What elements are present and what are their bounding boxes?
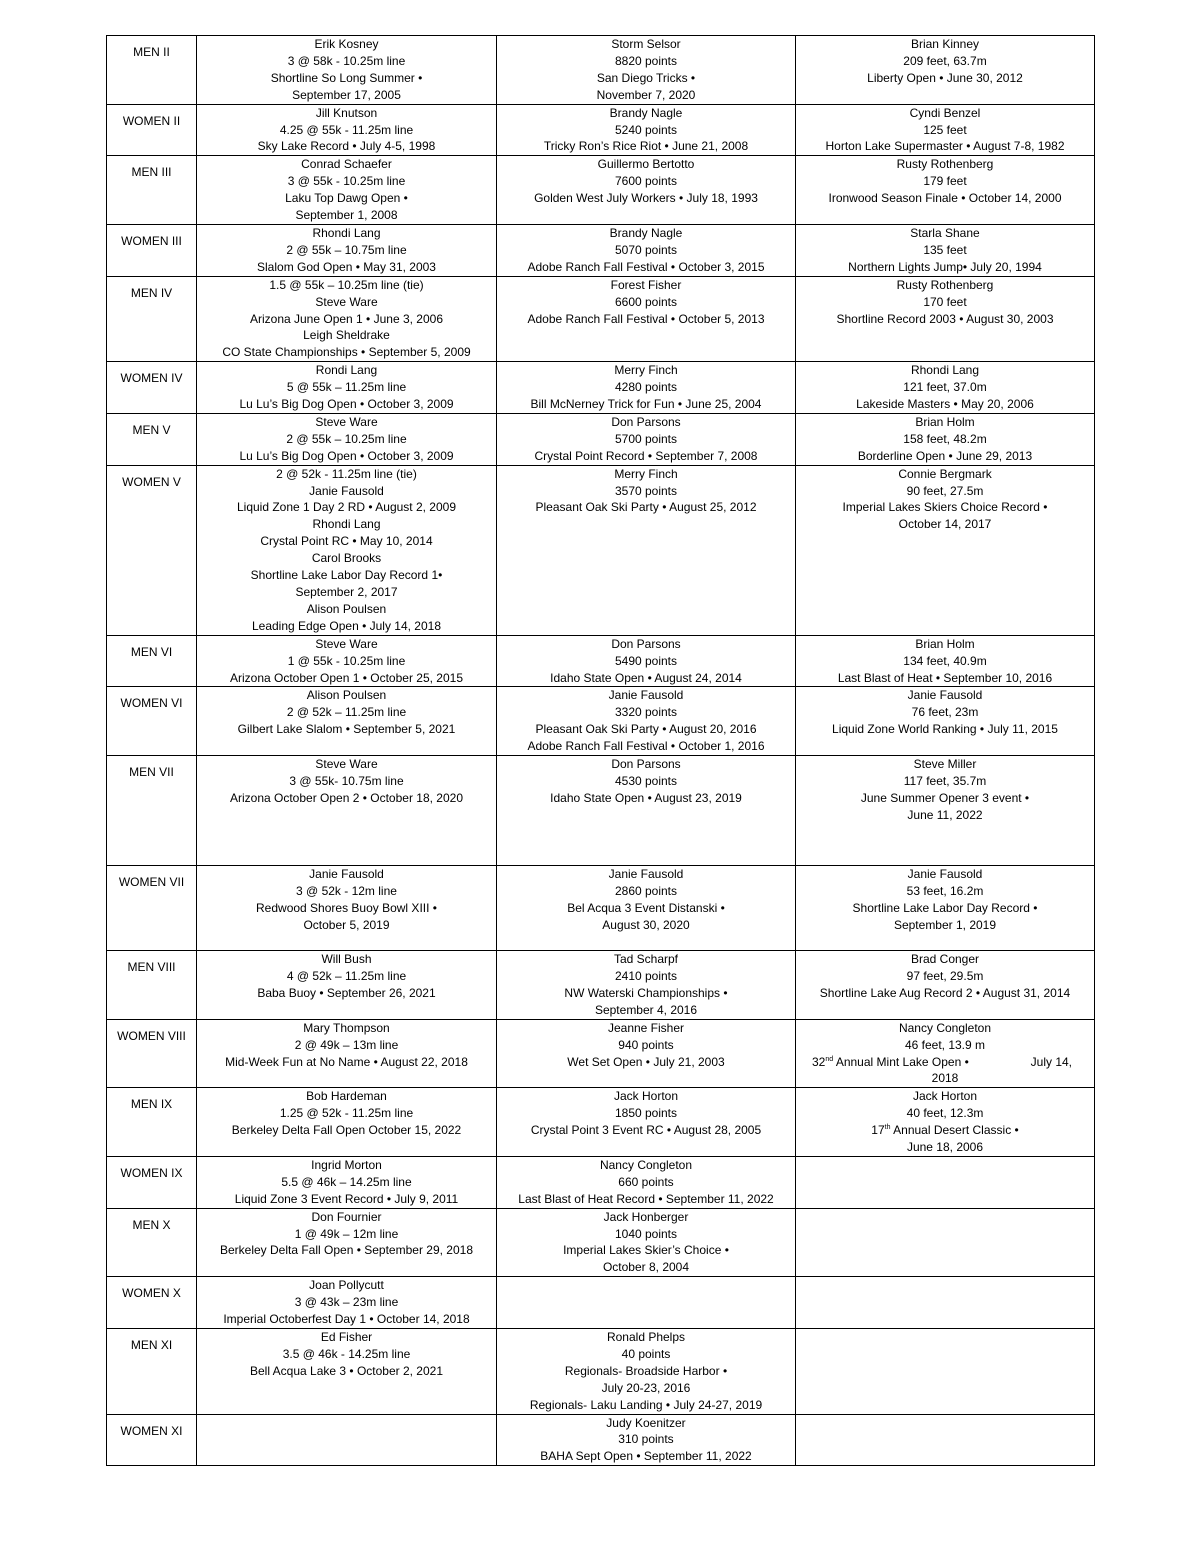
record-line: 97 feet, 29.5m [906, 968, 984, 983]
record-line: Ironwood Season Finale • October 14, 2000 [828, 191, 1062, 206]
record-line: 2 @ 49k – 13m line [294, 1037, 399, 1052]
record-line: June 11, 2022 [907, 807, 983, 822]
record-line: Imperial Lakes Skiers Choice Record • [842, 500, 1048, 515]
tricks-cell [497, 1088, 796, 1157]
record-line: 7600 points [614, 174, 678, 189]
table-row [107, 1277, 1095, 1329]
record-line: Judy Koenitzer [606, 1415, 686, 1430]
tricks-cell [497, 156, 796, 225]
record-line: Forest Fisher [610, 277, 682, 292]
table-row [107, 635, 1095, 687]
slalom-cell [197, 156, 497, 225]
record-line: Brandy Nagle [609, 105, 683, 120]
division-cell: WOMEN VII [107, 866, 197, 951]
record-line: 4 @ 52k – 11.25m line [286, 968, 407, 983]
record-line: Rusty Rothenberg [896, 277, 994, 292]
record-line: Last Blast of Heat Record • September 11, 2022 [518, 1191, 774, 1206]
tricks-cell [497, 1277, 796, 1329]
record-line: Idaho State Open • August 23, 2019 [550, 790, 742, 805]
record-line: Imperial Lakes Skier’s Choice • [563, 1243, 729, 1258]
tricks-cell [497, 36, 796, 105]
record-line: 5.5 @ 46k – 14.25m line [281, 1174, 412, 1189]
record-line: Jack Horton [613, 1089, 679, 1104]
jump-cell [796, 362, 1095, 414]
division-cell: WOMEN V [107, 465, 197, 635]
record-line: Starla Shane [910, 225, 980, 240]
jump-cell [796, 156, 1095, 225]
record-line: 4280 points [614, 380, 678, 395]
record-line: Merry Finch [614, 363, 678, 378]
slalom-cell [197, 1156, 497, 1208]
record-line: 2 @ 55k – 10.75m line [286, 242, 407, 257]
table-row [107, 1019, 1095, 1088]
division-cell: MEN X [107, 1208, 197, 1277]
record-line: 1.5 @ 55k – 10.25m line (tie) [269, 277, 424, 292]
record-line [796, 1054, 1094, 1071]
jump-cell [796, 1277, 1095, 1329]
record-line: 170 feet [923, 294, 967, 309]
jump-cell [796, 1019, 1095, 1088]
tricks-cell [497, 413, 796, 465]
record-line: Crystal Point Record • September 7, 2008 [534, 448, 758, 463]
record-line: 5 @ 55k – 11.25m line [286, 380, 407, 395]
record-line: 3 @ 52k - 12m line [296, 883, 397, 898]
record-line: 2 @ 52k - 11.25m line (tie) [276, 466, 417, 481]
record-line: Ronald Phelps [606, 1330, 686, 1344]
record-line: Liberty Open • June 30, 2012 [867, 70, 1023, 85]
record-line: Bob Hardeman [306, 1089, 387, 1104]
record-line: San Diego Tricks • [596, 70, 696, 85]
table-row [107, 951, 1095, 1020]
table-row [107, 1329, 1095, 1415]
record-line: September 1, 2019 [893, 917, 997, 932]
record-line: 121 feet, 37.0m [903, 380, 987, 395]
record-line: June 18, 2006 [906, 1140, 984, 1155]
record-line: Jill Knutson [315, 105, 378, 120]
record-line: Shortline Lake Labor Day Record 1• [250, 568, 443, 583]
record-line: Gilbert Lake Slalom • September 5, 2021 [237, 722, 456, 737]
record-line: 1 @ 49k – 12m line [294, 1226, 399, 1241]
jump-cell [796, 465, 1095, 635]
record-line: Crystal Point 3 Event RC • August 28, 2005 [530, 1123, 762, 1138]
record-line: Liquid Zone World Ranking • July 11, 2015 [832, 722, 1058, 737]
record-line: Janie Fausold [907, 688, 983, 703]
slalom-cell [197, 362, 497, 414]
tricks-cell [497, 1208, 796, 1277]
record-line: Liquid Zone 3 Event Record • July 9, 2011 [234, 1191, 459, 1206]
jump-cell [796, 951, 1095, 1020]
slalom-cell [197, 36, 497, 105]
tricks-cell [497, 224, 796, 276]
record-line: Adobe Ranch Fall Festival • October 3, 2015 [527, 259, 765, 274]
slalom-cell [197, 687, 497, 756]
record-line: October 8, 2004 [602, 1260, 690, 1275]
record-line: Brian Holm [915, 636, 975, 651]
record-line: 3320 points [614, 705, 678, 720]
jump-cell [796, 36, 1095, 105]
record-line: Steve Ware [315, 294, 378, 309]
record-line: Steve Ware [315, 414, 378, 429]
record-line: Rondi Lang [315, 363, 378, 378]
slalom-cell [197, 413, 497, 465]
division-cell: MEN XI [107, 1329, 197, 1415]
record-line: 2410 points [614, 968, 678, 983]
table-row [107, 36, 1095, 105]
record-line: Brandy Nagle [609, 225, 683, 240]
record-line: Arizona October Open 1 • October 25, 2015 [229, 670, 463, 685]
record-line: Guillermo Bertotto [597, 157, 695, 172]
slalom-cell [197, 635, 497, 687]
table-row [107, 1208, 1095, 1277]
slalom-cell [197, 1277, 497, 1329]
record-line: 158 feet, 48.2m [903, 431, 987, 446]
records-table [106, 35, 1095, 1466]
record-line: Berkeley Delta Fall Open October 15, 2022 [231, 1123, 462, 1138]
record-line: 1.25 @ 52k - 11.25m line [279, 1106, 414, 1121]
record-line: 310 points [618, 1432, 674, 1447]
table-row [107, 866, 1095, 951]
slalom-cell [197, 104, 497, 156]
record-line: Tricky Ron’s Rice Riot • June 21, 2008 [543, 139, 749, 154]
record-line: Arizona June Open 1 • June 3, 2006 [249, 311, 443, 326]
record-line: Imperial Octoberfest Day 1 • October 14, 2018 [223, 1312, 470, 1327]
slalom-cell [197, 224, 497, 276]
record-line: Shortline So Long Summer • [270, 70, 423, 85]
record-line: October 14, 2017 [898, 517, 992, 532]
record-line: 5490 points [614, 653, 678, 668]
tricks-cell [497, 866, 796, 951]
jump-cell [796, 276, 1095, 362]
record-line: Don Parsons [611, 636, 681, 651]
record-line: Rhondi Lang [312, 517, 381, 532]
record-line: Mid-Week Fun at No Name • August 22, 2018 [225, 1054, 468, 1069]
record-line: Janie Fausold [907, 867, 983, 882]
division-cell: MEN V [107, 413, 197, 465]
record-line: 4.25 @ 55k - 11.25m line [279, 122, 414, 137]
record-line: 4530 points [614, 773, 678, 788]
division-cell: WOMEN II [107, 104, 197, 156]
record-line-part: 32nd Annual Mint Lake Open • [812, 1054, 969, 1069]
tricks-cell [497, 635, 796, 687]
record-line: Connie Bergmark [898, 466, 992, 481]
record-line: Storm Selsor [611, 37, 681, 51]
record-line: Arizona October Open 2 • October 18, 2020 [229, 790, 463, 805]
table-row [107, 104, 1095, 156]
slalom-cell [197, 756, 497, 866]
record-line: Bel Acqua 3 Event Distanski • [567, 900, 725, 915]
table-row [107, 224, 1095, 276]
record-line: Brian Holm [915, 414, 975, 429]
record-line: 3 @ 55k - 10.25m line [287, 174, 406, 189]
record-line: 3 @ 55k- 10.75m line [289, 773, 404, 788]
record-line: 125 feet [923, 122, 967, 137]
slalom-cell [197, 1019, 497, 1088]
record-line: CO State Championships • September 5, 2009 [222, 345, 471, 360]
record-line: Don Parsons [611, 757, 681, 772]
record-line: 76 feet, 23m [911, 705, 979, 720]
division-cell: MEN III [107, 156, 197, 225]
table-row [107, 465, 1095, 635]
table-row [107, 687, 1095, 756]
division-cell: MEN VII [107, 756, 197, 866]
division-cell: WOMEN VI [107, 687, 197, 756]
slalom-cell [197, 951, 497, 1020]
record-line: Alison Poulsen [306, 601, 387, 616]
slalom-cell [197, 465, 497, 635]
tricks-cell [497, 276, 796, 362]
record-line: 2860 points [614, 883, 678, 898]
slalom-cell [197, 866, 497, 951]
record-line: Laku Top Dawg Open • [285, 191, 408, 206]
record-line: 40 points [621, 1346, 671, 1361]
record-line: 3.5 @ 46k - 14.25m line [282, 1346, 411, 1361]
record-line: 5070 points [614, 242, 678, 257]
record-line: Ingrid Morton [311, 1157, 382, 1172]
slalom-cell [197, 276, 497, 362]
record-line: 6600 points [614, 294, 678, 309]
record-line: Brad Conger [910, 952, 980, 967]
record-line: 135 feet [923, 242, 967, 257]
record-line: Leading Edge Open • July 14, 2018 [251, 618, 441, 633]
record-line: Jack Honberger [603, 1209, 689, 1224]
slalom-cell [197, 1088, 497, 1157]
record-line: Steve Ware [315, 636, 378, 651]
record-line: Jack Horton [912, 1089, 978, 1104]
record-line: Steve Miller [913, 757, 977, 772]
tricks-cell [497, 951, 796, 1020]
record-line: Janie Fausold [608, 688, 684, 703]
record-line: Regionals- Broadside Harbor • [564, 1363, 728, 1378]
record-line: Conrad Schaefer [301, 157, 392, 172]
record-line: Nancy Congleton [599, 1157, 693, 1172]
record-line: Rhondi Lang [312, 225, 381, 240]
jump-cell [796, 413, 1095, 465]
division-cell: WOMEN XI [107, 1414, 197, 1466]
record-line: Lakeside Masters • May 20, 2006 [856, 397, 1034, 412]
division-cell: MEN VIII [107, 951, 197, 1020]
record-line: November 7, 2020 [596, 87, 696, 102]
table-row [107, 413, 1095, 465]
record-line: Horton Lake Supermaster • August 7-8, 1982 [825, 139, 1065, 154]
record-line: 2018 [931, 1071, 959, 1086]
record-line: 3 @ 43k – 23m line [294, 1295, 399, 1310]
record-line: Golden West July Workers • July 18, 1993 [534, 191, 758, 206]
record-line: Tad Scharpf [613, 952, 679, 967]
record-line: September 1, 2008 [295, 208, 398, 223]
jump-cell [796, 1208, 1095, 1277]
record-line: 2 @ 55k – 10.25m line [286, 431, 407, 446]
division-cell: WOMEN IV [107, 362, 197, 414]
record-line: Berkeley Delta Fall Open • September 29, 2018 [219, 1243, 473, 1258]
tricks-cell [497, 1414, 796, 1466]
record-line: Cyndi Benzel [909, 105, 981, 120]
jump-cell [796, 224, 1095, 276]
record-line: 53 feet, 16.2m [906, 883, 984, 898]
division-cell: MEN IV [107, 276, 197, 362]
jump-cell [796, 104, 1095, 156]
jump-cell [796, 1156, 1095, 1208]
table-row [107, 1088, 1095, 1157]
record-line: 134 feet, 40.9m [903, 653, 987, 668]
record-line: 8820 points [614, 53, 678, 68]
record-line: Adobe Ranch Fall Festival • October 5, 2013 [527, 311, 765, 326]
jump-cell [796, 866, 1095, 951]
tricks-cell [497, 1329, 796, 1415]
table-row [107, 1156, 1095, 1208]
slalom-cell [197, 1329, 497, 1415]
jump-cell [796, 635, 1095, 687]
record-line: 3 @ 58k - 10.25m line [287, 53, 406, 68]
record-line: BAHA Sept Open • September 11, 2022 [540, 1449, 752, 1464]
record-line: Carol Brooks [311, 551, 382, 566]
table-row [107, 362, 1095, 414]
record-line: August 30, 2020 [602, 917, 690, 932]
slalom-cell [197, 1208, 497, 1277]
record-line: Sky Lake Record • July 4-5, 1998 [257, 139, 436, 154]
record-line: July 20-23, 2016 [601, 1380, 691, 1395]
jump-cell [796, 1329, 1095, 1415]
record-line: September 2, 2017 [295, 585, 398, 599]
record-line: Erik Kosney [314, 37, 379, 51]
record-line: Rusty Rothenberg [896, 157, 994, 172]
record-line: Pleasant Oak Ski Party • August 20, 2016 [535, 722, 757, 737]
tricks-cell [497, 756, 796, 866]
record-line: 1 @ 55k - 10.25m line [287, 653, 406, 668]
record-line: Lu Lu’s Big Dog Open • October 3, 2009 [239, 397, 454, 412]
record-line: Crystal Point RC • May 10, 2014 [260, 534, 433, 549]
record-line: 5700 points [614, 431, 678, 446]
jump-cell [796, 687, 1095, 756]
record-line: Last Blast of Heat • September 10, 2016 [837, 670, 1053, 685]
record-line: Slalom God Open • May 31, 2003 [257, 259, 436, 274]
tricks-cell [497, 1156, 796, 1208]
record-line: 1850 points [614, 1106, 678, 1121]
record-line: NW Waterski Championships • [564, 985, 728, 1000]
record-line: 179 feet [923, 174, 967, 189]
record-line: Leigh Sheldrake [303, 328, 390, 343]
record-line: 46 feet, 13.9 m [904, 1037, 986, 1052]
division-cell: WOMEN III [107, 224, 197, 276]
record-line: Northern Lights Jump• July 20, 1994 [848, 259, 1042, 274]
record-line: September 17, 2005 [292, 87, 401, 102]
record-line: Mary Thompson [303, 1020, 390, 1035]
table-row [107, 156, 1095, 225]
record-line: 5240 points [614, 122, 678, 137]
record-line: Bell Acqua Lake 3 • October 2, 2021 [250, 1363, 443, 1378]
records-body [107, 36, 1095, 1466]
record-line: Nancy Congleton [898, 1020, 992, 1035]
record-line: Will Bush [321, 952, 372, 967]
record-line: 660 points [618, 1174, 674, 1189]
record-line: 117 feet, 35.7m [903, 773, 987, 788]
record-line: Wet Set Open • July 21, 2003 [567, 1054, 725, 1069]
record-line: Janie Fausold [309, 483, 384, 498]
record-line: 90 feet, 27.5m [906, 483, 984, 498]
record-line: Rhondi Lang [910, 363, 980, 378]
division-cell: MEN VI [107, 635, 197, 687]
record-line: Shortline Lake Aug Record 2 • August 31, 2014 [819, 985, 1071, 1000]
division-cell: WOMEN VIII [107, 1019, 197, 1088]
record-line: Janie Fausold [309, 867, 384, 882]
record-line: 3570 points [614, 483, 678, 498]
record-line: Joan Pollycutt [309, 1278, 384, 1293]
tricks-cell [497, 465, 796, 635]
record-line: 209 feet, 63.7m [903, 53, 987, 68]
tricks-cell [497, 104, 796, 156]
jump-cell [796, 1414, 1095, 1466]
record-line: Ed Fisher [320, 1330, 373, 1344]
division-cell: WOMEN IX [107, 1156, 197, 1208]
jump-cell [796, 1088, 1095, 1157]
record-line: Redwood Shores Buoy Bowl XIII • [256, 900, 437, 915]
record-line: Liquid Zone 1 Day 2 RD • August 2, 2009 [236, 500, 456, 515]
record-line: October 5, 2019 [303, 917, 390, 932]
record-line-part: July 14, [1030, 1054, 1072, 1069]
record-line: Alison Poulsen [306, 688, 387, 703]
division-cell: WOMEN X [107, 1277, 197, 1329]
record-line: Shortline Lake Labor Day Record • [852, 900, 1038, 915]
record-line: Bill McNerney Trick for Fun • June 25, 2004 [530, 397, 762, 412]
record-line: Jeanne Fisher [607, 1020, 685, 1035]
record-line: Regionals- Laku Landing • July 24-27, 2019 [529, 1397, 763, 1412]
division-cell: MEN IX [107, 1088, 197, 1157]
table-row [107, 1414, 1095, 1466]
record-line: Lu Lu’s Big Dog Open • October 3, 2009 [239, 448, 454, 463]
record-line: Shortline Record 2003 • August 30, 2003 [836, 311, 1054, 326]
table-row [107, 756, 1095, 866]
division-cell: MEN II [107, 36, 197, 105]
record-line: Pleasant Oak Ski Party • August 25, 2012 [535, 500, 757, 515]
record-line: Baba Buoy • September 26, 2021 [257, 985, 436, 1000]
table-row [107, 276, 1095, 362]
record-line: Idaho State Open • August 24, 2014 [550, 670, 742, 685]
record-line: 940 points [618, 1037, 674, 1052]
tricks-cell [497, 1019, 796, 1088]
record-line: 1040 points [614, 1226, 678, 1241]
record-line: September 4, 2016 [594, 1002, 698, 1017]
tricks-cell [497, 362, 796, 414]
record-line: Don Parsons [611, 414, 681, 429]
record-line: June Summer Opener 3 event • [860, 790, 1030, 805]
jump-cell [796, 756, 1095, 866]
record-line: Merry Finch [614, 466, 678, 481]
slalom-cell [197, 1414, 497, 1466]
record-line: Steve Ware [315, 757, 378, 772]
tricks-cell [497, 687, 796, 756]
record-line: Adobe Ranch Fall Festival • October 1, 2016 [527, 739, 765, 754]
record-line: 40 feet, 12.3m [906, 1106, 984, 1121]
record-line: Janie Fausold [608, 867, 684, 882]
record-line: 17th Annual Desert Classic • [871, 1123, 1019, 1138]
record-line: Borderline Open • June 29, 2013 [857, 448, 1033, 463]
record-line: Brian Kinney [910, 37, 980, 51]
record-line: Don Fournier [311, 1209, 382, 1224]
record-line: 2 @ 52k – 11.25m line [286, 705, 407, 720]
